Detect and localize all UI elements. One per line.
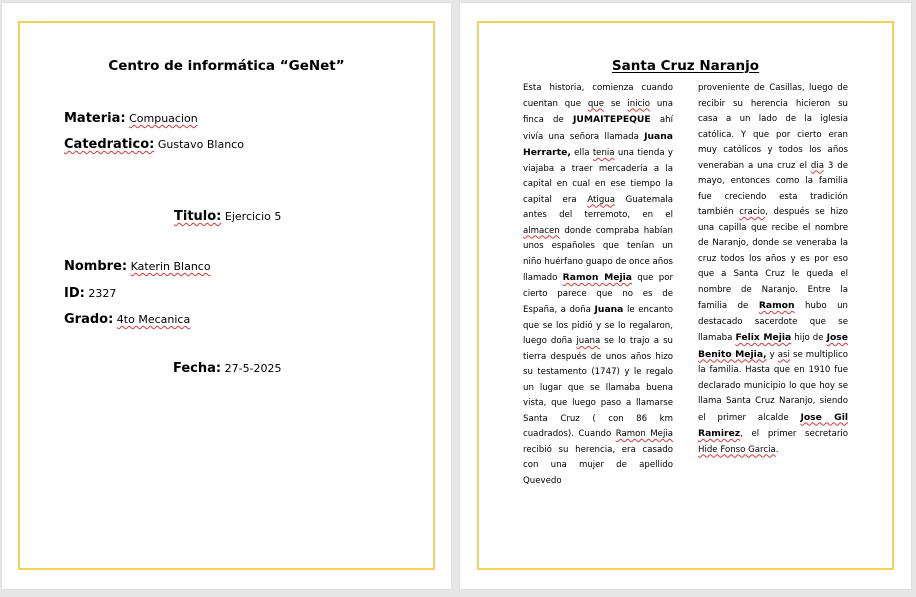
story-title	[460, 58, 911, 74]
text-run: almacen	[523, 225, 560, 236]
text-run: asi	[777, 349, 790, 360]
cover-title-text: Centro de informática “GeNet”	[108, 58, 345, 74]
text-run: Atigua	[587, 194, 615, 205]
document-page-cover	[2, 3, 451, 589]
text-run: se	[604, 98, 628, 109]
catedratico-label: Catedratico:	[64, 137, 155, 152]
text-run: hubo un destacado sacerdote que se llamaba	[698, 301, 848, 343]
text-run: y	[766, 349, 778, 360]
text-run: inicio	[627, 98, 651, 109]
text-run: proveniente de Casillas, luego de recibir su herencia hicieron su casa a un lado de la iglesia católica. Y que por cierto eran muy católicos y todos los años veneraban a una cruz el	[698, 83, 848, 171]
catedratico-value: Gustavo Blanco	[157, 138, 244, 151]
story-column-right	[698, 81, 848, 458]
titulo-label: Titulo:	[174, 209, 222, 224]
text-run: .	[775, 444, 779, 455]
titulo-value: Ejercicio 5	[224, 210, 282, 223]
grado-label: Grado:	[64, 312, 114, 327]
materia-label: Materia:	[64, 111, 126, 126]
text-run: cracio	[739, 207, 766, 217]
nombre-value: Katerin Blanco	[130, 260, 211, 273]
text-run: se lo trajo a su tierra después de unos años hizo su testamento (1747) y le regalo un lugar que se llamaba buena vista, que luego paso a llamarse Santa Cruz ( con 86 km cuadrados). Cuando	[523, 336, 673, 439]
text-run: tenia	[592, 148, 615, 158]
text-run: Ramon Mejia	[562, 272, 632, 283]
text-run: ella	[570, 148, 593, 158]
grado-value: 4to Mecanica	[116, 313, 191, 326]
cover-title	[2, 58, 451, 74]
story-title-text: Santa Cruz Naranjo	[611, 58, 760, 74]
text-run: 3 de mayo, entonces como la familia fue creciendo esta tradición también	[698, 160, 848, 217]
text-run: que	[587, 98, 605, 109]
catedratico-field	[64, 137, 244, 152]
nombre-field	[64, 259, 211, 274]
text-run: una finca de	[523, 98, 673, 125]
text-run: , después se hizo una capilla que recibe el nombre de Naranjo, donde se veneraba la cruz todos los años y es por eso que a Santa Cruz le queda el nombre de Naranjo. Entre la familia de	[698, 207, 848, 311]
text-run: que por cierto parece que no es de España, a doña	[523, 273, 673, 315]
text-run: JUMAITEPEQUE	[573, 114, 651, 125]
materia-value: Compuacion	[129, 112, 198, 125]
titulo-field	[174, 209, 281, 224]
text-run: hijo de	[791, 333, 827, 343]
text-run: se multiplico la familia. Hasta que en 1910 fue declarado municipio lo que hoy se llama Santa Cruz Naranjo, siendo el primer alcalde	[698, 349, 848, 423]
text-run: Esta historia, comienza cuando cuentan que	[523, 83, 673, 109]
fecha-label: Fecha:	[173, 361, 222, 376]
text-run: Juana	[594, 304, 624, 315]
fecha-value: 27-5-2025	[224, 362, 282, 375]
text-run: Juana Herrarte,	[523, 130, 673, 158]
text-run: Hide Fonso Garcia	[698, 444, 776, 455]
text-run: le encanto que se los pidió y se lo regalaron, luego doña	[523, 305, 674, 346]
text-run: Jose Benito Mejia,	[698, 332, 848, 360]
text-run: , el primer secretario	[740, 429, 848, 439]
text-run: Ramon Mejia	[615, 429, 673, 439]
materia-field	[64, 111, 198, 126]
text-run: juana	[576, 336, 601, 346]
text-run: donde compraba habían unos españoles que tenían un niño huérfano guapo de once años llamado	[523, 225, 673, 283]
text-run: Ramon	[758, 300, 795, 311]
story-column-left	[523, 81, 673, 489]
text-run: dia	[810, 160, 824, 171]
text-run: Jose Gil Ramirez	[698, 411, 848, 439]
text-run: una tienda y viajaba a traer mercadería a la capital en cual en ese tiempo la capital era	[523, 148, 674, 205]
text-run: recibió su herencia, era casado con una mujer de apellido Quevedo	[523, 444, 673, 486]
text-run: Guatemala antes del terremoto, en el	[523, 194, 673, 220]
id-value: 2327	[88, 287, 117, 300]
grado-field	[64, 312, 190, 327]
id-field	[64, 286, 116, 301]
id-label: ID:	[64, 286, 85, 301]
text-run: ahí vivía una señora llamada	[523, 115, 673, 142]
text-run: Felix Mejia	[735, 332, 792, 343]
document-page-story	[460, 3, 911, 589]
nombre-label: Nombre:	[64, 259, 128, 274]
fecha-field	[173, 361, 282, 376]
